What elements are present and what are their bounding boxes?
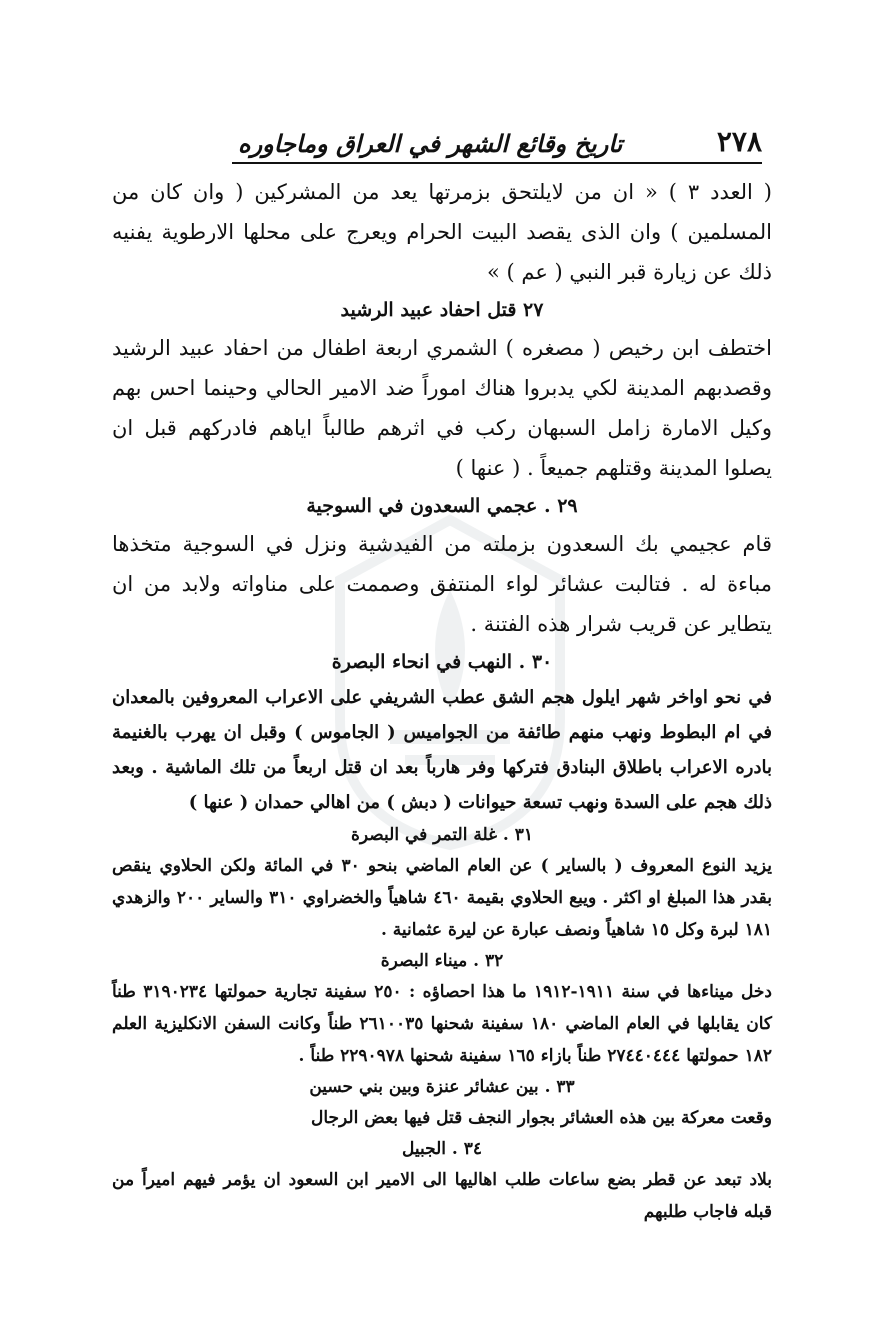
section-heading: ٣٢ . ميناء البصرة <box>380 951 504 971</box>
paragraph: بلاد تبعد عن قطر بضع ساعات طلب اهاليها الى الامير ابن السعود ان يؤمر فيهم اميراً من قبله فاجاب طلبهم <box>112 1170 772 1222</box>
section-heading: ٣٣ . بين عشائر عنزة وبين بني حسين <box>309 1077 575 1097</box>
page-number: ٢٧٨ <box>716 125 762 158</box>
paragraph: ( العدد ٣ ) « ان من لايلتحق بزمرتها يعد من المشركين ( وان كان من المسلمين ) وان الذى يقصد البيت الحرام ويعرج على محلها الارطوية يفنيه ذلك عن زيارة قبر النبي ( عم ) » <box>112 180 772 284</box>
paragraph: قام عجيمي بك السعدون بزملته من الفيدشية ونزل في السوجية متخذها مباءة له . فتالبت عشائر لواء المنتفق وصممت على مناواته ولابد من ان يتطاير عن قريب شرار هذه الفتنة . <box>112 532 772 636</box>
section-heading: ٣٤ . الجبيل <box>401 1139 483 1159</box>
section-heading: ٣١ . غلة التمر في البصرة <box>350 825 533 845</box>
paragraph: دخل ميناءها في سنة ١٩١١-١٩١٢ ما هذا احصاؤه : ٢٥٠ سفينة تجارية حمولتها ٣١٩٠٢٣٤ طناً كان يقابلها في العام الماضي ١٨٠ سفينة شحنها ٢٦١٠٠٣٥ طناً وكانت السفن الانكليزية العلم ١٨٢ حمولتها ٢٧٤٤٠٤٤٤ طناً بازاء ١٦٥ سفينة شحنها ٢٢٩٠٩٧٨ طناً . <box>112 982 772 1066</box>
body-text <box>112 172 772 1228</box>
paragraph: وقعت معركة بين هذه العشائر بجوار النجف قتل فيها بعض الرجال <box>311 1108 772 1128</box>
section-heading: ٢٧ قتل احفاد عبيد الرشيد <box>340 299 544 321</box>
paragraph: في نحو اواخر شهر ايلول هجم الشق عطب الشريفي على الاعراب المعروفين بالمعدان في ام البطوط ونهب منهم طائفة من الجواميس ( الجاموس ) وقبل ان يهرب بالغنيمة بادره الاعراب باطلاق البنادق فتركها وفر هارباً بعد ان قتل اربعاً من تلك الماشية . وبعد ذلك هجم على السدة ونهب تسعة حيوانات ( دبش ) من اهالي حمدان ( عنها ) <box>112 687 772 813</box>
paragraph: اختطف ابن رخيص ( مصغره ) الشمري اربعة اطفال من احفاد عبيد الرشيد وقصدبهم المدينة لكي يدبروا هناك اموراً ضد الامير الحالي وحينما احس بهم وكيل الامارة زامل السبهان ركب في اثرهم طالباً اياهم فادركهم قبل ان يصلوا المدينة وقتلهم جميعاً . ( عنها ) <box>112 336 772 480</box>
running-header <box>232 118 762 164</box>
paragraph: يزيد النوع المعروف ( بالساير ) عن العام الماضي بنحو ٣٠ في المائة ولكن الحلاوي ينقص بقدر هذا المبلغ او اكثر . ويبع الحلاوي بقيمة ٤٦٠ شاهياً والخضراوي ٣١٠ والساير ٢٠٠ والزهدي ١٨١ لبرة وكل ١٥ شاهياً ونصف عبارة عن ليرة عثمانية . <box>112 856 772 940</box>
book-title: تاريخ وقائع الشهر في العراق وماجاوره <box>238 129 623 158</box>
section-heading: ٣٠ . النهب في انحاء البصرة <box>331 651 553 673</box>
section-heading: ٢٩ . عجمي السعدون في السوجية <box>306 495 578 517</box>
